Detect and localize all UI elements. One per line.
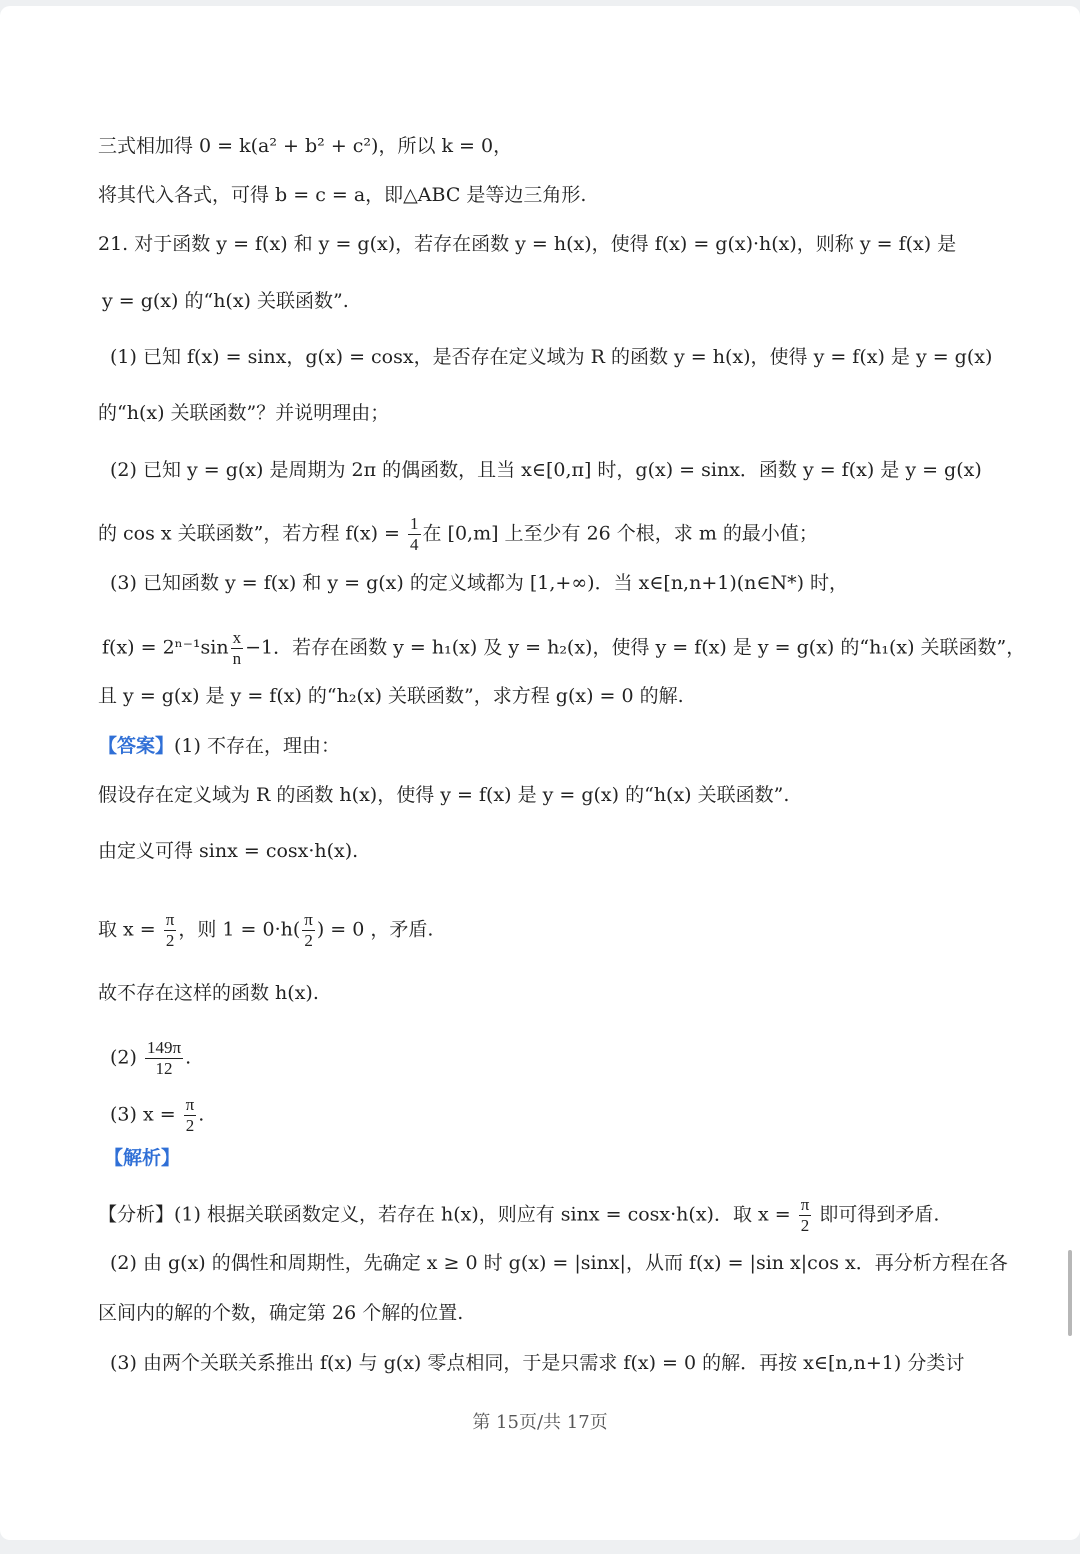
answer-heading: 【答案】(1) 不存在，理由：: [98, 735, 340, 757]
question-21-stem: 21. 对于函数 y = f(x) 和 y = g(x)，若存在函数 y = h(x)，使得 f(x) = g(x)·h(x)，则称 y = f(x) 是: [98, 233, 957, 255]
question-part-2: (2) 已知 y = g(x) 是周期为 2π 的偶函数，且当 x∈[0,π] 时，g(x) = sinx．函数 y = f(x) 是 y = g(x): [110, 459, 982, 481]
answer-part-2: (2) $\frac{149\pi}{12}$ .: [110, 1038, 192, 1078]
scrollbar-thumb[interactable]: [1068, 1250, 1072, 1336]
fraction: $\frac{\pi}{2}$: [800, 1195, 810, 1235]
question-part-1: (1) 已知 f(x) = sinx，g(x) = cosx，是否存在定义域为 R 的函数 y = h(x)，使得 y = f(x) 是 y = g(x): [110, 346, 993, 368]
document-page: [0, 6, 1080, 1540]
text-line: 三式相加得 0 = k(a² + b² + c²)，所以 k = 0，: [98, 135, 513, 157]
fraction: $\frac{\pi}{2}$: [304, 910, 313, 950]
text-line: f(x) = 2ⁿ⁻¹sin $\frac{x}{n}$ −1．若存在函数 y = h₁(x) 及 y = h₂(x)，使得 y = f(x) 是 y = g(x) 的“h₁(x) 关联函数”，: [102, 628, 1026, 668]
fraction: $\frac{x}{n}$: [232, 628, 242, 668]
text-line: 的 cos x 关联函数”，若方程 f(x) = $\frac{1}{4}$ 在 [0,m] 上至少有 26 个根，求 m 的最小值；: [98, 514, 818, 554]
text-line: y = g(x) 的“h(x) 关联函数”.: [102, 290, 349, 312]
text-line: (2) 由 g(x) 的偶性和周期性，先确定 x ≥ 0 时 g(x) = |sinx|，从而 f(x) = |sin x|cos x．再分析方程在各: [110, 1252, 1008, 1274]
question-part-3: (3) 已知函数 y = f(x) 和 y = g(x) 的定义域都为 [1,+∞)．当 x∈[n,n+1)(n∈N*) 时，: [110, 572, 849, 594]
answer-label: 【答案】: [98, 735, 175, 757]
text-line: 区间内的解的个数，确定第 26 个解的位置.: [98, 1302, 464, 1324]
text-line: 【分析】(1) 根据关联函数定义，若存在 h(x)，则应有 sinx = cosx·h(x)．取 x = $\frac{\pi}{2}$ 即可得到矛盾.: [98, 1195, 940, 1235]
fraction: $\frac{1}{4}$: [410, 514, 419, 554]
analysis-heading: 【解析】: [104, 1147, 181, 1169]
fraction: $\frac{149\pi}{12}$: [146, 1038, 182, 1078]
text-line: 假设存在定义域为 R 的函数 h(x)，使得 y = f(x) 是 y = g(x) 的“h(x) 关联函数”.: [98, 784, 790, 806]
text-line: 的“h(x) 关联函数”？并说明理由；: [98, 402, 390, 424]
text-line: 由定义可得 sinx = cosx·h(x).: [98, 840, 359, 862]
text-line: 将其代入各式，可得 b = c = a，即△ABC 是等边三角形.: [98, 184, 587, 206]
text-line: 故不存在这样的函数 h(x).: [98, 982, 319, 1004]
page-footer: 第 15页/共 17页: [472, 1412, 608, 1433]
answer-part-3: (3) x = $\frac{\pi}{2}$ .: [110, 1095, 205, 1135]
text-line: 且 y = g(x) 是 y = f(x) 的“h₂(x) 关联函数”，求方程 g(x) = 0 的解.: [98, 685, 684, 707]
text-line: (3) 由两个关联关系推出 f(x) 与 g(x) 零点相同，于是只需求 f(x) = 0 的解．再按 x∈[n,n+1) 分类讨: [110, 1352, 965, 1374]
fraction: $\frac{\pi}{2}$: [165, 910, 175, 950]
text-line: 取 x = $\frac{\pi}{2}$ ，则 1 = 0·h( $\frac{\pi}{2}$ ) = 0 ，矛盾.: [98, 910, 434, 950]
fraction: $\frac{\pi}{2}$: [185, 1095, 195, 1135]
